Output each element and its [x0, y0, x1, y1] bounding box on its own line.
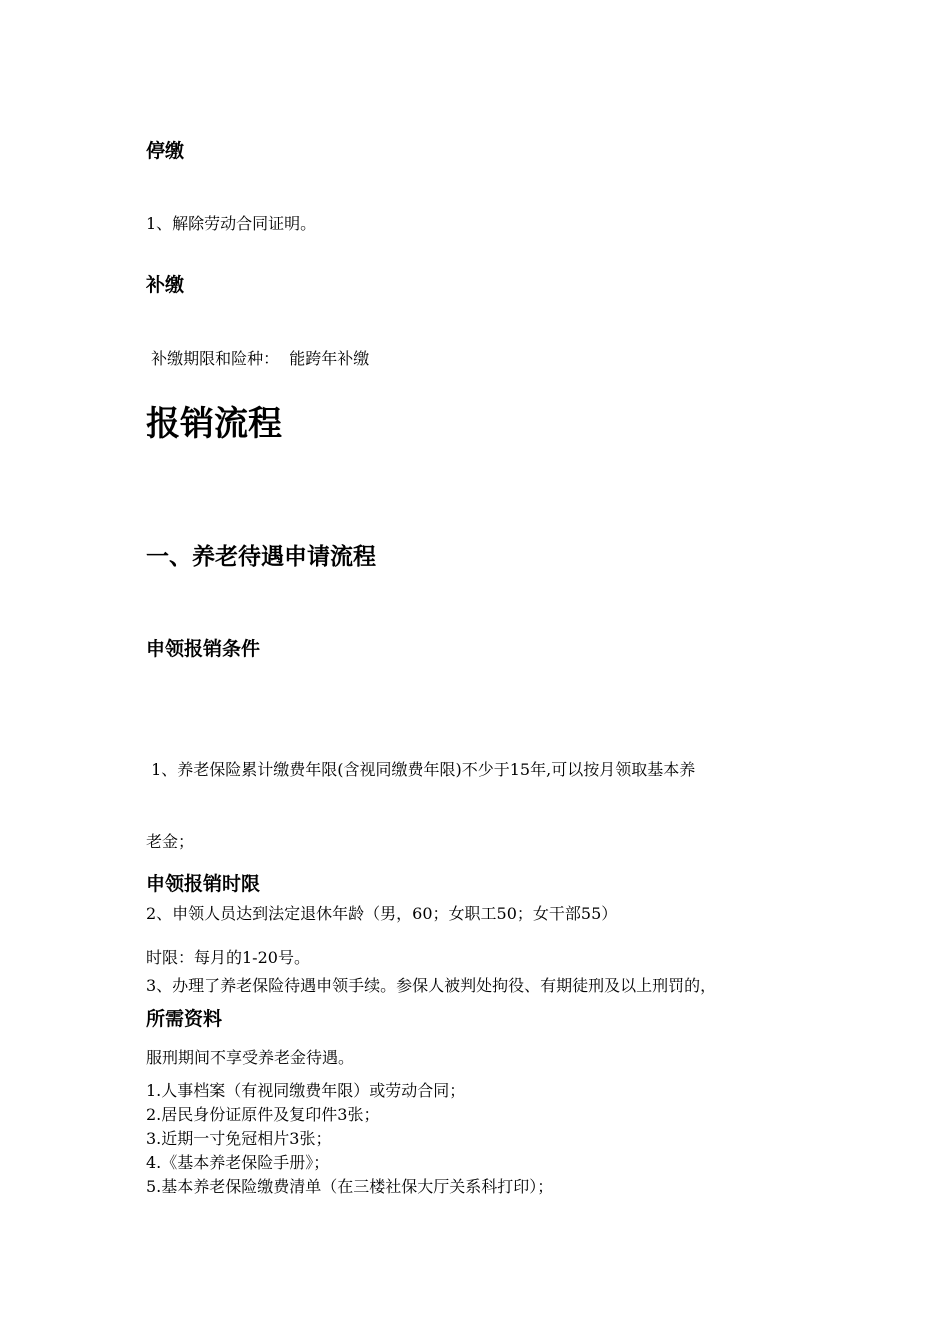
time-limit-text: 时限：每月的1-20号。	[146, 948, 310, 967]
conditions-line-1: 1、养老保险累计缴费年限(含视同缴费年限)不少于15年,可以按月领取基本养	[146, 760, 696, 779]
conditions-line-4: 3、办理了养老保险待遇申领手续。参保人被判处拘役、有期徒刑及以上刑罚的，	[146, 976, 717, 995]
documents-list	[146, 1079, 553, 1199]
conditions-line-5: 服刑期间不享受养老金待遇。	[146, 1048, 355, 1067]
documents-heading: 所需资料	[146, 1008, 223, 1030]
documents-line-1: 1.人事档案（有视同缴费年限）或劳动合同；	[146, 1081, 466, 1100]
conditions-heading: 申领报销条件	[146, 638, 261, 660]
conditions-line-2: 老金；	[146, 832, 195, 851]
stop-payment-item-1: 1、解除劳动合同证明。	[146, 214, 317, 233]
pension-heading: 一、养老待遇申请流程	[146, 544, 376, 570]
documents-line-3: 3.近期一寸免冠相片3张；	[146, 1129, 332, 1148]
reimbursement-title: 报销流程	[146, 404, 282, 444]
documents-line-4: 4.《基本养老保险手册》；	[146, 1153, 330, 1172]
heading-stop-payment: 停缴	[146, 140, 185, 162]
conditions-list	[146, 710, 716, 1118]
documents-line-2: 2.居民身份证原件及复印件3张；	[146, 1105, 380, 1124]
conditions-line-3: 2、申领人员达到法定退休年龄（男，60；女职工50；女干部55）	[146, 904, 618, 923]
heading-supplementary-payment: 补缴	[146, 274, 185, 296]
supplementary-payment-text: 补缴期限和险种： 能跨年补缴	[146, 349, 370, 368]
time-limit-heading: 申领报销时限	[146, 873, 261, 895]
documents-line-5: 5.基本养老保险缴费清单（在三楼社保大厅关系科打印）；	[146, 1177, 554, 1196]
